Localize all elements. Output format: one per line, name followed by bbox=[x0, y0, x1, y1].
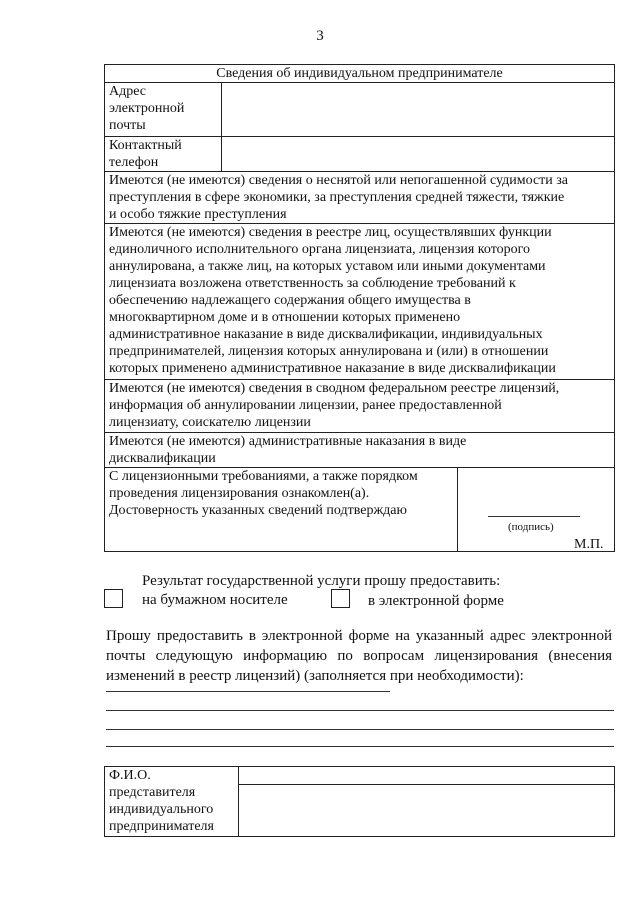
email-label-line: Адрес bbox=[109, 84, 147, 99]
text-line: Имеются (не имеются) административные наказания в виде bbox=[109, 434, 467, 449]
request-paragraph: Прошу предоставить в электронной форме на указанный адрес электронной почты следующую информацию по вопросам лицензирования (внесения изменений в реестр лицензий) (заполняется при необходимости): bbox=[106, 628, 612, 684]
text-line: лицензиата возложена ответственность за соблюдение требований к bbox=[109, 276, 516, 291]
page-number: 3 bbox=[316, 28, 324, 44]
text-line: единоличного исполнительного органа лицензиата, лицензия которого bbox=[109, 242, 531, 257]
email-value-field[interactable] bbox=[222, 83, 615, 137]
text-line: которых применено административное наказание в виде дисквалификации bbox=[109, 361, 556, 376]
text-line: административное наказание в виде дисквалификации, индивидуальных bbox=[109, 327, 543, 342]
representative-name-field[interactable] bbox=[239, 767, 615, 785]
stamp-place-label: М.П. bbox=[574, 537, 604, 552]
phone-label bbox=[105, 137, 222, 172]
fill-line[interactable] bbox=[106, 710, 614, 711]
table-header: Сведения об индивидуальном предпринимателе bbox=[105, 65, 615, 83]
email-label-line: почты bbox=[109, 118, 146, 133]
text-line: предпринимателей, лицензия которых аннулирована и (или) в отношении bbox=[109, 344, 549, 359]
phone-value-field[interactable] bbox=[222, 137, 615, 172]
acknowledgement-cell bbox=[105, 468, 458, 552]
signature-line bbox=[488, 516, 580, 517]
phone-label-line: Контактный bbox=[109, 138, 182, 153]
representative-label bbox=[105, 767, 239, 837]
entrepreneur-info-table bbox=[104, 64, 615, 552]
text-line: обеспечению надлежащего содержания общего имущества в bbox=[109, 293, 471, 308]
signature-caption: (подпись) bbox=[508, 521, 554, 533]
text-line: многоквартирном доме и в отношении которых применено bbox=[109, 310, 461, 325]
paper-option-checkbox[interactable] bbox=[104, 589, 123, 608]
text-line: преступления в сфере экономики, за преступления средней тяжести, тяжкие bbox=[109, 190, 565, 205]
text-line: проведения лицензирования ознакомлен(а). bbox=[109, 486, 370, 501]
text-line: информация об аннулировании лицензии, ранее предоставленной bbox=[109, 398, 502, 413]
electronic-option-label: в электронной форме bbox=[368, 593, 504, 609]
fill-line[interactable] bbox=[106, 729, 614, 730]
conviction-info-cell bbox=[105, 172, 615, 224]
email-label-line: электронной bbox=[109, 101, 185, 116]
text-line: Имеются (не имеются) сведения о неснятой или непогашенной судимости за bbox=[109, 173, 569, 188]
paper-option-label: на бумажном носителе bbox=[142, 592, 288, 608]
representative-extra-field[interactable] bbox=[239, 785, 615, 837]
fill-line[interactable] bbox=[106, 746, 614, 747]
result-prompt: Результат государственной услуги прошу предоставить: bbox=[142, 573, 501, 589]
text-line: Имеются (не имеются) сведения в сводном федеральном реестре лицензий, bbox=[109, 381, 560, 396]
text-line: Имеются (не имеются) сведения в реестре лиц, осуществлявших функции bbox=[109, 225, 552, 240]
text-line: Ф.И.О. bbox=[109, 768, 151, 783]
electronic-option-checkbox[interactable] bbox=[331, 589, 350, 608]
disqualified-registry-cell bbox=[105, 224, 615, 380]
admin-penalties-cell bbox=[105, 433, 615, 468]
fill-line[interactable] bbox=[106, 691, 390, 692]
phone-label-line: телефон bbox=[109, 155, 159, 170]
text-line: аннулирована, а также лиц, на которых уставом или иными документами bbox=[109, 259, 546, 274]
text-line: представителя bbox=[109, 785, 196, 800]
text-line: индивидуального bbox=[109, 802, 214, 817]
text-line: С лицензионными требованиями, а также порядком bbox=[109, 469, 418, 484]
text-line: дисквалификации bbox=[109, 451, 216, 466]
text-line: Достоверность указанных сведений подтверждаю bbox=[109, 503, 407, 518]
federal-registry-cell bbox=[105, 380, 615, 433]
email-label bbox=[105, 83, 222, 137]
representative-table bbox=[104, 766, 615, 837]
text-line: лицензиату, соискателю лицензии bbox=[109, 415, 311, 430]
text-line: и особо тяжкие преступления bbox=[109, 207, 287, 222]
text-line: предпринимателя bbox=[109, 819, 214, 834]
